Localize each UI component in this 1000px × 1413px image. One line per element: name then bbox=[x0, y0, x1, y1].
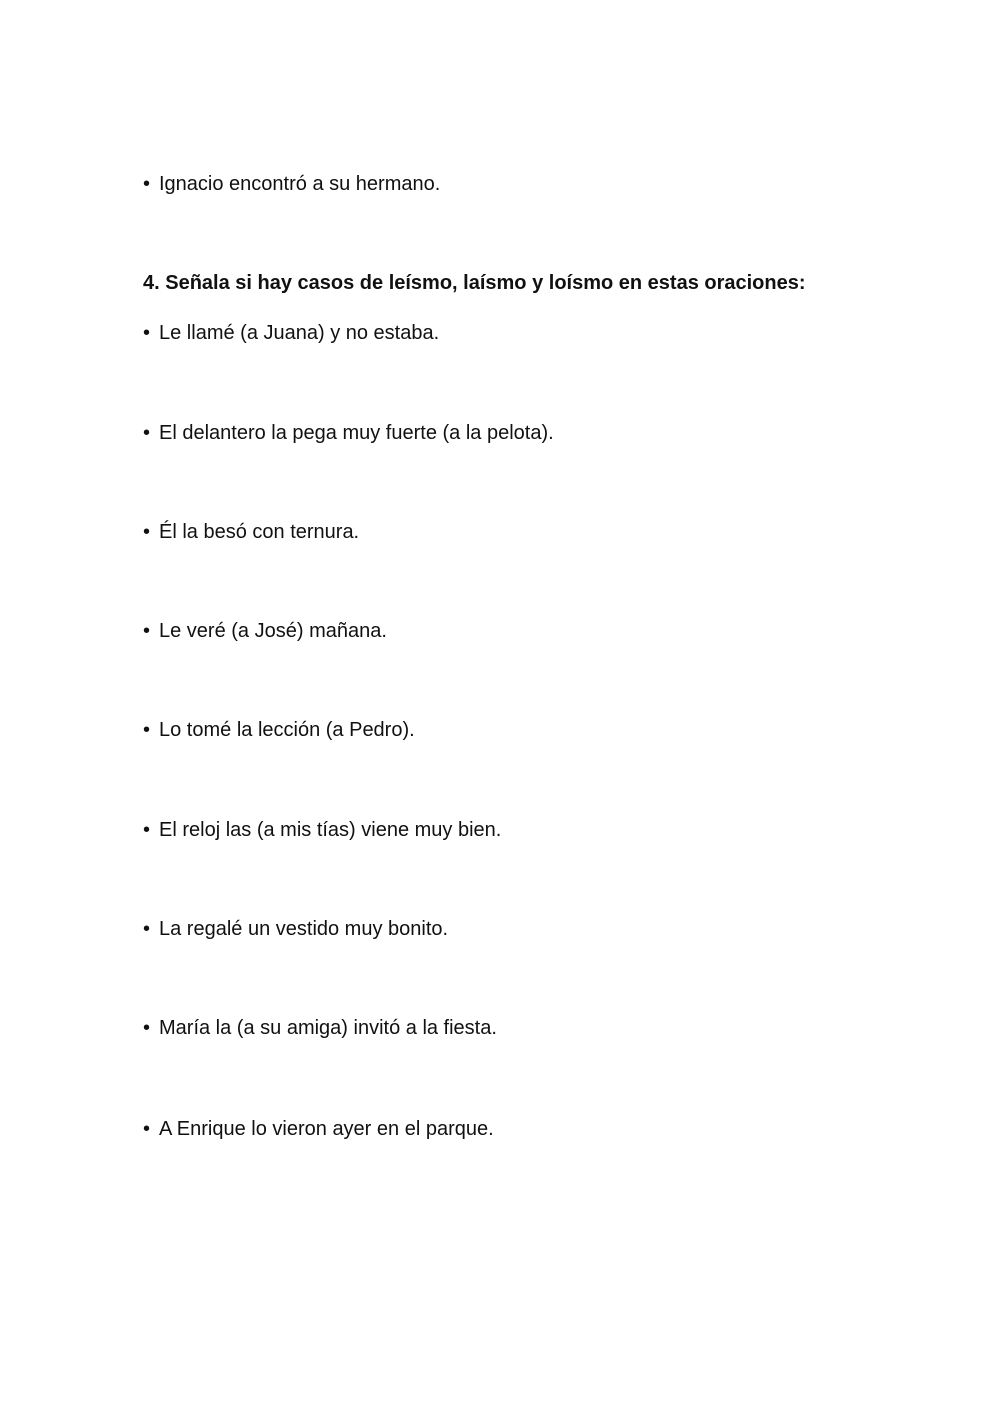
list-item bbox=[143, 619, 387, 643]
bullet: • bbox=[143, 719, 151, 741]
item-text: El reloj las (a mis tías) viene muy bien. bbox=[159, 819, 502, 841]
bullet: • bbox=[143, 1017, 151, 1039]
bullet: • bbox=[143, 918, 151, 940]
bullet: • bbox=[143, 819, 151, 841]
intro-list-item bbox=[143, 172, 440, 196]
list-item bbox=[143, 818, 501, 842]
list-item bbox=[143, 718, 415, 742]
list-item bbox=[143, 1016, 497, 1040]
list-item bbox=[143, 321, 439, 345]
list-item bbox=[143, 917, 448, 941]
item-text: Ignacio encontró a su hermano. bbox=[159, 173, 441, 195]
bullet: • bbox=[143, 620, 151, 642]
item-text: Le llamé (a Juana) y no estaba. bbox=[159, 322, 440, 344]
list-item bbox=[143, 1117, 494, 1141]
item-text: A Enrique lo vieron ayer en el parque. bbox=[159, 1118, 494, 1140]
bullet: • bbox=[143, 521, 151, 543]
item-text: Le veré (a José) mañana. bbox=[159, 620, 387, 642]
bullet: • bbox=[143, 422, 151, 444]
item-text: Él la besó con ternura. bbox=[159, 521, 360, 543]
exercise-heading: 4. Señala si hay casos de leísmo, laísmo y loísmo en estas oraciones: bbox=[143, 272, 806, 294]
item-text: María la (a su amiga) invitó a la fiesta. bbox=[159, 1017, 497, 1039]
bullet: • bbox=[143, 173, 151, 195]
item-text: La regalé un vestido muy bonito. bbox=[159, 918, 449, 940]
item-text: Lo tomé la lección (a Pedro). bbox=[159, 719, 415, 741]
list-item bbox=[143, 520, 359, 544]
item-text: El delantero la pega muy fuerte (a la pelota). bbox=[159, 422, 554, 444]
bullet: • bbox=[143, 1118, 151, 1140]
bullet: • bbox=[143, 322, 151, 344]
list-item bbox=[143, 421, 554, 445]
